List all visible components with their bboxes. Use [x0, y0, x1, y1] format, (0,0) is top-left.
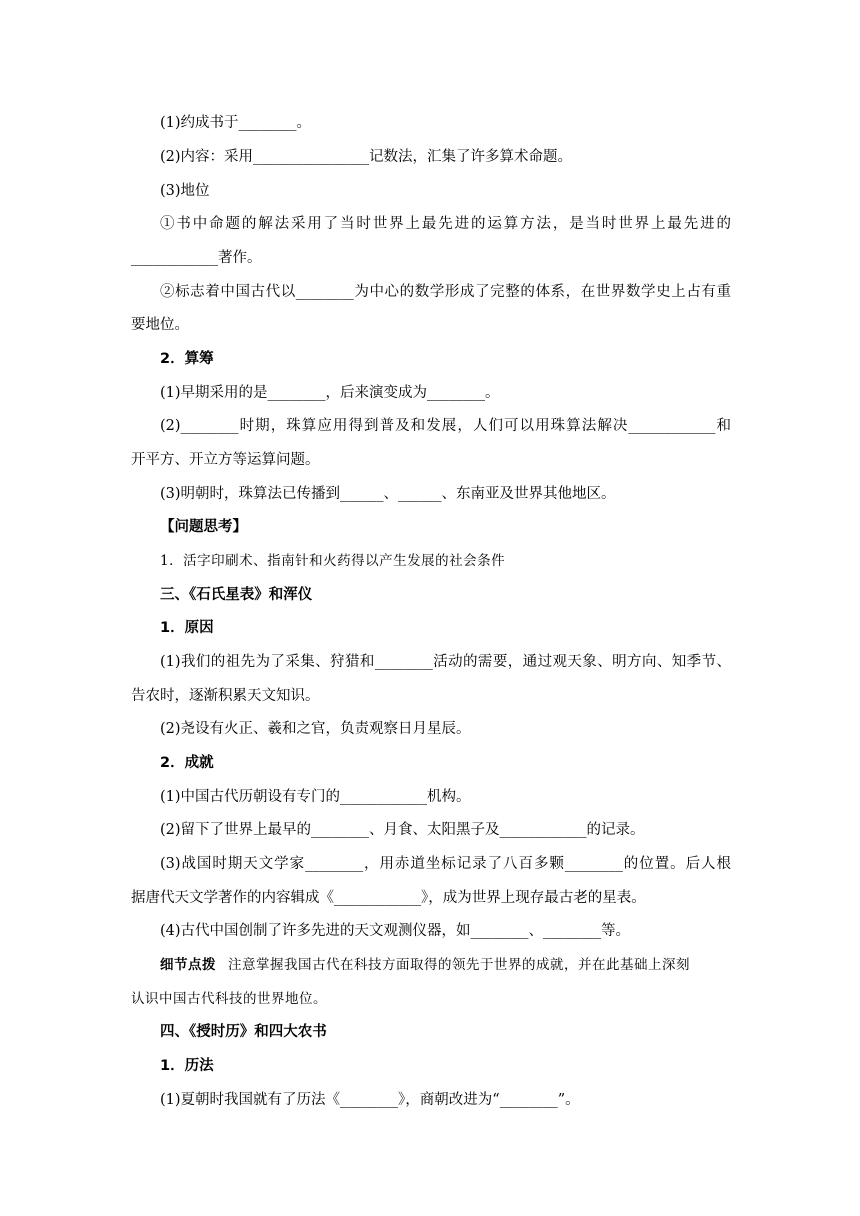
text-line: ②标志着中国古代以________为中心的数学形成了完整的体系，在世界数学史上占有重 [160, 284, 731, 300]
text-line: (1)夏朝时我国就有了历法《________》，商朝改进为“________”。 [160, 1092, 580, 1108]
text-line: 1．活字印刷术、指南针和火药得以产生发展的社会条件 [160, 553, 506, 569]
text-line: 要地位。 [131, 317, 189, 333]
text-line: (2)________时期，珠算应用得到普及和发展，人们可以用珠算法解决____________和 [160, 418, 731, 434]
detail-text: 注意掌握我国古代在科技方面取得的领先于世界的成就，并在此基础上深刻 [228, 957, 690, 973]
text-line: (2)尧设有火正、羲和之官，负责观察日月星辰。 [160, 721, 471, 737]
text-line: 认识中国古代科技的世界地位。 [131, 991, 327, 1007]
detail-note [160, 955, 760, 975]
text-line: 开平方、开立方等运算问题。 [131, 452, 320, 468]
section-heading: 1．历法 [160, 1058, 214, 1074]
text-line: (1)我们的祖先为了采集、狩猎和________活动的需要，通过观天象、明方向、知季节、 [160, 654, 731, 670]
text-line: (3)明朝时，珠算法已传播到______、______、东南亚及世界其他地区。 [160, 486, 616, 502]
section-heading: 【问题思考】 [160, 519, 247, 535]
text-line: ____________著作。 [131, 250, 262, 266]
section-heading: 1．原因 [160, 620, 214, 636]
section-heading: 三、《石氏星表》和浑仪 [160, 587, 313, 603]
text-line: (1)早期采用的是________，后来演变成为________。 [160, 385, 500, 401]
text-line: (2)留下了世界上最早的________、月食、太阳黑子及____________的记录。 [160, 822, 645, 838]
text-line: (4)古代中国创制了许多先进的天文观测仪器，如________、________等。 [160, 923, 631, 939]
text-line: 据唐代天文学著作的内容辑成《____________》，成为世界上现存最古老的星表。 [131, 890, 646, 906]
section-heading: 2．算筹 [160, 351, 214, 367]
text-line: (2)内容：采用________________记数法，汇集了许多算术命题。 [160, 149, 573, 165]
text-line: (3)战国时期天文学家________，用赤道坐标记录了八百多颗________的位置。后人根 [160, 856, 731, 872]
text-line: (1)中国古代历朝设有专门的____________机构。 [160, 789, 471, 805]
detail-label: 细节点拨 [160, 957, 216, 973]
text-line: ①书中命题的解法采用了当时世界上最先进的运算方法，是当时世界上最先进的 [160, 216, 731, 232]
text-line: 告农时，逐渐积累天文知识。 [131, 688, 320, 704]
section-heading: 四、《授时历》和四大农书 [160, 1024, 327, 1040]
text-line: (3)地位 [160, 183, 210, 199]
text-line: (1)约成书于________。 [160, 115, 312, 131]
section-heading: 2．成就 [160, 755, 214, 771]
